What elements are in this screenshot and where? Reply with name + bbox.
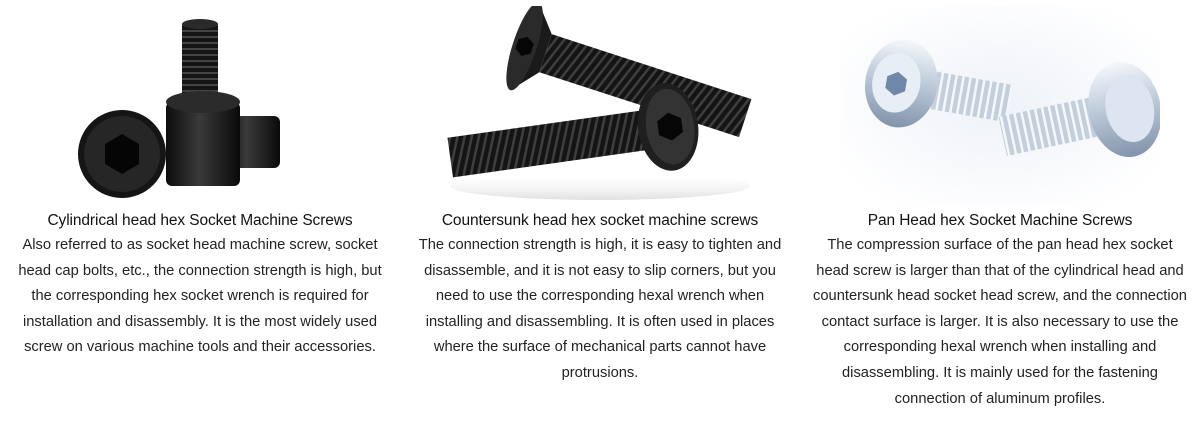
product-description: The connection strength is high, it is easy to tighten and disassemble, and it is not easy to slip corners, but you need to use the corresponding hexal wrench when installing and disassembling. It is often used in places where the surface of mechanical parts cannot have protrusions.: [418, 237, 782, 381]
product-description: The compression surface of the pan head hex socket head screw is larger than that of the cylindrical head and countersunk head socket head screw, and the connection contact surface is larger. It is also necessary to use the corresponding hexal wrench when installing and disassembling. It is mainly used for the fastening connection of aluminum profiles.: [813, 237, 1187, 407]
countersunk-socket-screw-image: [410, 6, 790, 206]
product-title: Pan Head hex Socket Machine Screws: [867, 212, 1133, 229]
product-card-countersunk: [400, 0, 800, 426]
cylindrical-socket-screw-image: [10, 6, 390, 206]
product-description: Also referred to as socket head machine screw, socket head cap bolts, etc., the connection strength is high, but the corresponding hex socket wrench is required for installation and disassembly. It is the most widely used screw on various machine tools and their accessories.: [18, 237, 382, 356]
product-title: Countersunk head hex socket machine screws: [441, 212, 759, 229]
pan-head-socket-screw-image: [810, 6, 1190, 206]
product-card-pan-head: [800, 0, 1200, 426]
product-card-cylindrical: [0, 0, 400, 426]
product-title: Cylindrical head hex Socket Machine Screws: [47, 212, 353, 229]
